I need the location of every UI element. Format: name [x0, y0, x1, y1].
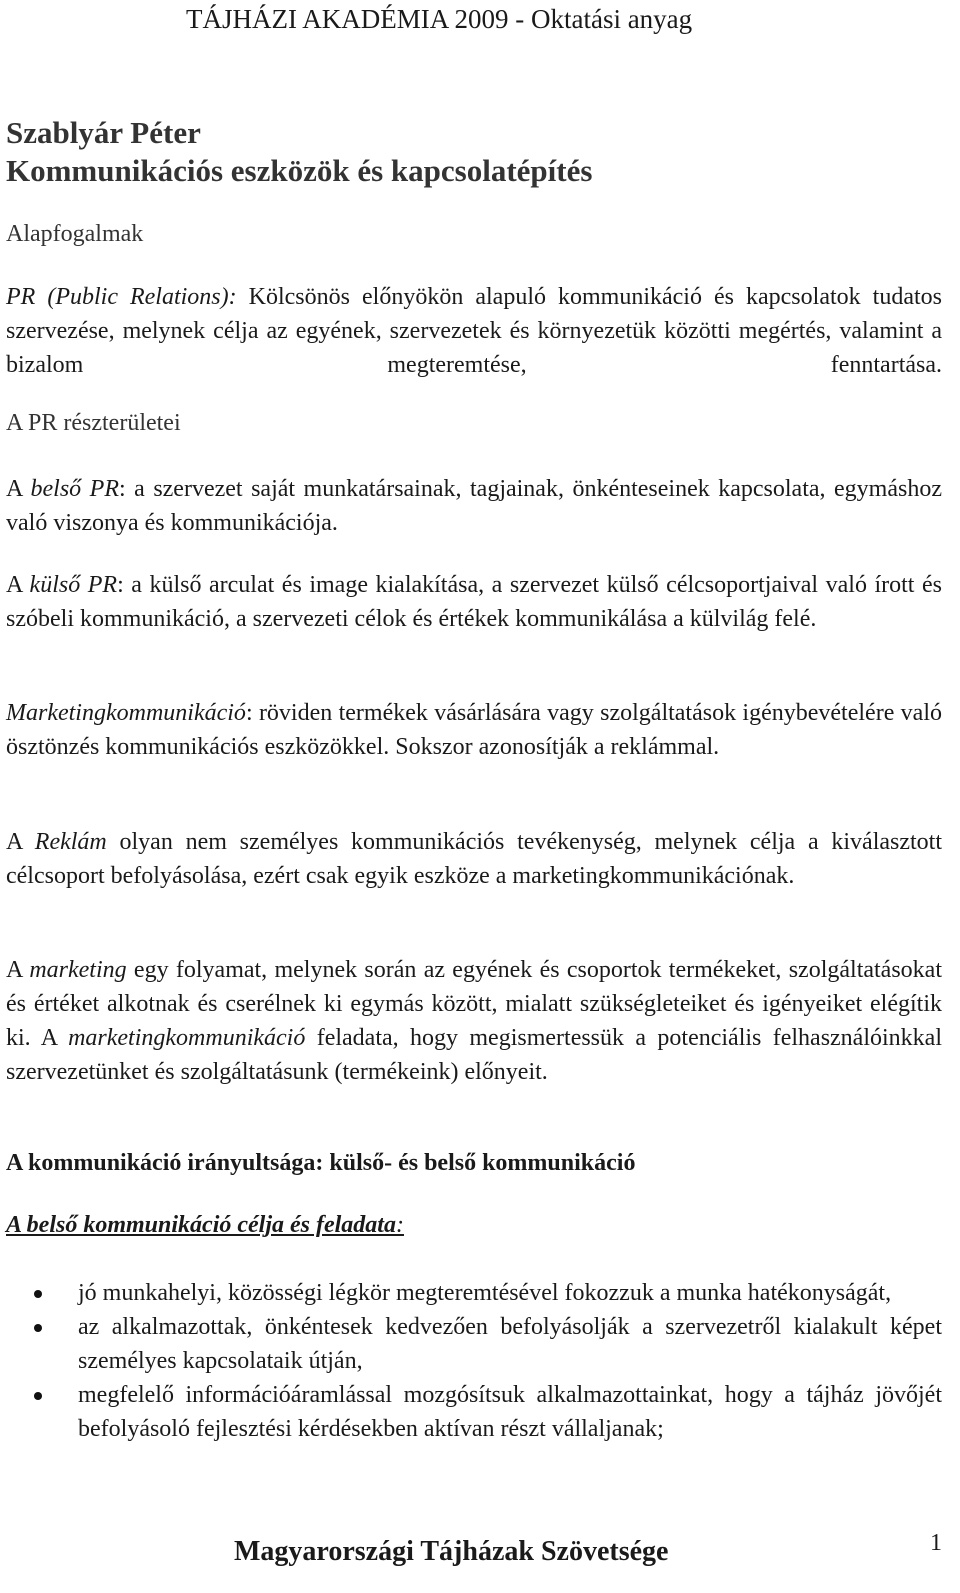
section-alapfogalmak: Alapfogalmak [6, 221, 144, 247]
marketing-prefix: A [6, 957, 30, 983]
heading-iranyultsag: A kommunikáció irányultsága: külső- és belső kommunikáció [6, 1150, 636, 1176]
reklam-term: Reklám [34, 829, 107, 855]
belso-kommunikacio-list [6, 1276, 942, 1446]
page-number: 1 [930, 1530, 942, 1556]
marketing-text-2: feladata, hogy megismertessük a potenciális felhasználóinkkal szervezetünket és szolgáltatásunk (termékeink) előnyeit. [6, 1025, 942, 1085]
belso-pr-prefix: A [6, 476, 31, 502]
page-footer: Magyarországi Tájházak Szövetsége [234, 1536, 669, 1567]
kulso-pr-prefix: A [6, 572, 30, 598]
list-item-text: az alkalmazottak, önkéntesek kedvezően befolyásolják a szervezetről kialakult képet személyes kapcsolataik útján, [78, 1314, 942, 1374]
pr-text: Kölcsönös előnyökön alapuló kommunikáció és kapcsolatok tudatos szervezése, melynek célja az egyének, szervezetek és környezetük közötti megértés, valamint a bizalom megteremtése, fenntartása. [6, 284, 942, 378]
marketingkomm-term: Marketingkommunikáció [6, 700, 246, 726]
kulso-pr-paragraph [6, 568, 942, 636]
belso-pr-term: belső PR [30, 476, 119, 502]
belso-pr-paragraph [6, 472, 942, 540]
kulso-pr-text: : a külső arculat és image kialakítása, a szervezet külső célcsoportjaival való írott és szóbeli kommunikáció, a szervezeti célok és értékek kommunikálása a külvilág felé. [6, 572, 942, 632]
marketingkomm-text: : röviden termékek vásárlására vagy szolgáltatások igénybevételére való ösztönzés kommunikációs eszközökkel. Sokszor azonosítják a reklámmal. [6, 700, 942, 760]
author-name: Szablyár Péter [6, 115, 201, 150]
document-title: Kommunikációs eszközök és kapcsolatépítés [6, 153, 593, 188]
list-item [6, 1310, 942, 1378]
reklam-text: olyan nem személyes kommunikációs tevékenység, melynek célja a kiválasztott célcsoport befolyásolása, ezért csak egyik eszköze a marketingkommunikációnak. [6, 829, 943, 889]
list-item-text: megfelelő információáramlással mozgósítsuk alkalmazottainkat, hogy a tájház jövőjét befolyásoló fejlesztési kérdésekben aktívan részt vállaljanak; [78, 1382, 942, 1442]
title-block [6, 114, 592, 190]
marketing-term-2: marketingkommunikáció [68, 1025, 306, 1051]
marketingkommunikacio-paragraph [6, 696, 942, 764]
pr-term: PR (Public Relations): [6, 284, 237, 310]
heading-belso-colon: : [395, 1212, 404, 1238]
section-pr-reszteruletei: A PR részterületei [6, 410, 181, 436]
bullet-icon [34, 1392, 42, 1400]
pr-definition [6, 280, 942, 382]
list-item-text: jó munkahelyi, közösségi légkör megteremtésével fokozzuk a munka hatékonyságát, [78, 1280, 892, 1306]
reklam-paragraph [6, 825, 942, 893]
heading-belso-text: A belső kommunikáció célja és feladata [6, 1212, 396, 1238]
page-header: TÁJHÁZI AKADÉMIA 2009 - Oktatási anyag [186, 4, 693, 34]
belso-pr-text: : a szervezet saját munkatársainak, tagjainak, önkénteseinek kapcsolata, egymáshoz való viszonya és kommunikációja. [6, 476, 942, 536]
reklam-prefix: A [6, 829, 35, 855]
kulso-pr-term: külső PR [29, 572, 118, 598]
list-item [6, 1378, 942, 1446]
bullet-icon [34, 1324, 42, 1332]
bullet-icon [34, 1290, 42, 1298]
marketing-paragraph [6, 953, 942, 1089]
list-item [6, 1276, 942, 1310]
marketing-term: marketing [29, 957, 127, 983]
marketing-text-1: egy folyamat, melynek során az egyének és csoportok termékeket, szolgáltatásokat és értéket alkotnak és cserélnek ki egymás között, mialatt szükségleteiket és igényeiket elégítik ki. A [6, 957, 942, 1051]
heading-belso-kommunikacio-celja [6, 1212, 404, 1239]
